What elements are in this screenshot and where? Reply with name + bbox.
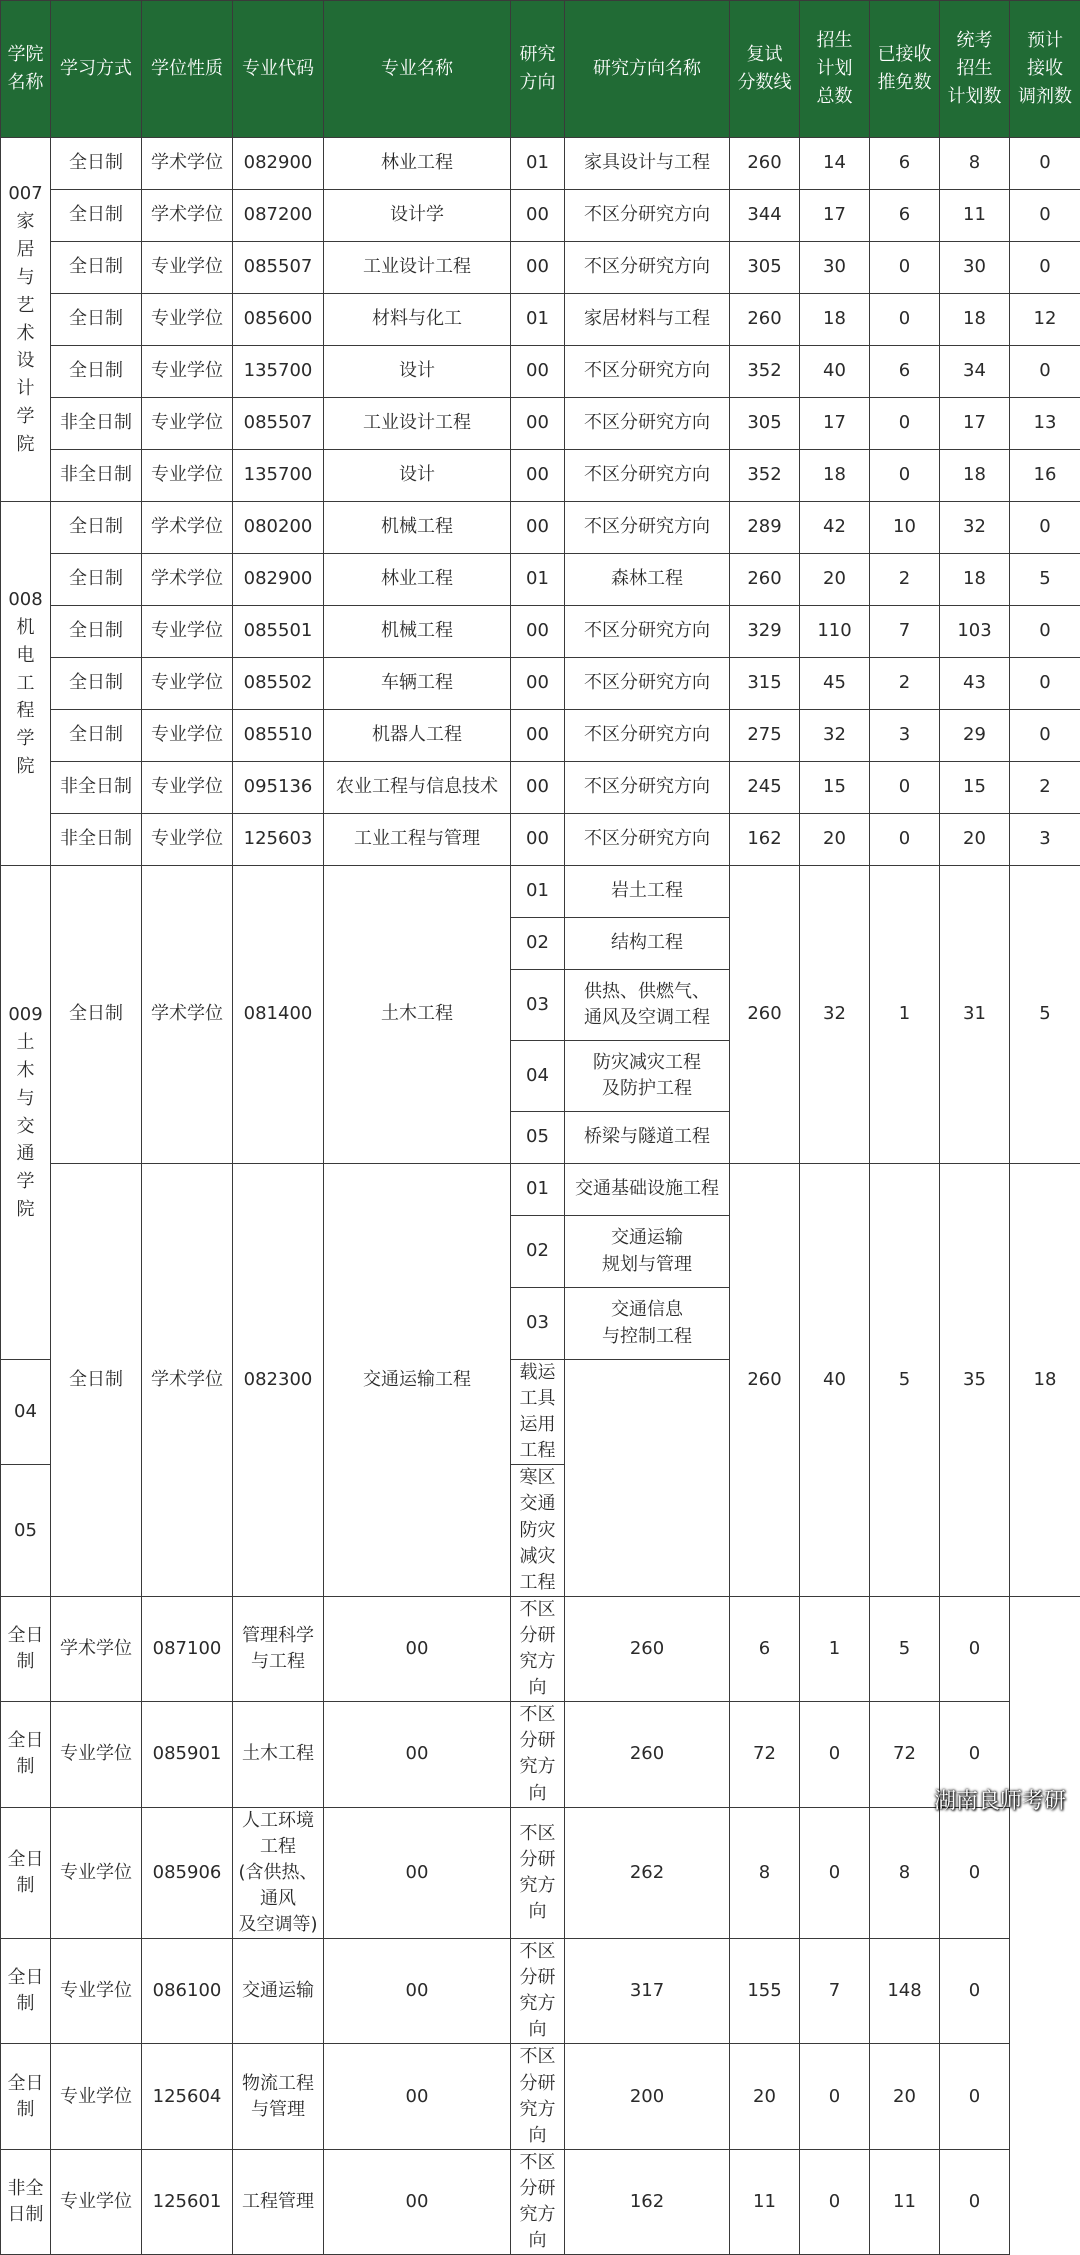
direction-code-cell: 02 — [511, 918, 565, 970]
exempt-count-cell: 0 — [800, 2044, 870, 2149]
header-score: 复试 分数线 — [730, 1, 800, 138]
plan-total-cell: 11 — [730, 2149, 800, 2254]
exempt-count-cell: 1 — [870, 866, 940, 1164]
direction-name-cell: 不区分研究方向 — [565, 710, 730, 762]
study-mode-cell: 全日制 — [51, 502, 142, 554]
direction-code-cell: 00 — [511, 710, 565, 762]
direction-name-cell: 不区分研究方向 — [511, 1807, 565, 1938]
direction-name-cell: 载运工具运用工程 — [511, 1360, 565, 1465]
retest-score-cell: 200 — [565, 2044, 730, 2149]
degree-type-cell: 专业学位 — [142, 606, 233, 658]
adjust-count-cell: 0 — [1010, 710, 1080, 762]
exempt-count-cell: 7 — [870, 606, 940, 658]
direction-name-cell: 防灾减灾工程 及防护工程 — [565, 1041, 730, 1112]
exempt-count-cell: 1 — [800, 1596, 870, 1701]
exempt-count-cell: 0 — [870, 242, 940, 294]
major-name-cell: 物流工程与管理 — [233, 2044, 324, 2149]
table-row — [1, 710, 1080, 762]
header-exam: 统考 招生 计划数 — [940, 1, 1010, 138]
header-direction-code: 研究 方向 — [511, 1, 565, 138]
major-code-cell: 087200 — [233, 190, 324, 242]
header-code: 专业代码 — [233, 1, 324, 138]
major-name-cell: 农业工程与信息技术 — [324, 762, 511, 814]
major-name-cell: 林业工程 — [324, 138, 511, 190]
table-row — [1, 450, 1080, 502]
direction-name-cell: 不区分研究方向 — [511, 1596, 565, 1701]
study-mode-cell: 非全日制 — [51, 450, 142, 502]
exempt-count-cell: 7 — [800, 1939, 870, 2044]
degree-type-cell: 学术学位 — [142, 190, 233, 242]
direction-code-cell: 00 — [511, 814, 565, 866]
major-name-cell: 土木工程 — [324, 866, 511, 1164]
degree-type-cell: 专业学位 — [142, 710, 233, 762]
major-name-cell: 管理科学与工程 — [233, 1596, 324, 1701]
retest-score-cell: 162 — [730, 814, 800, 866]
plan-total-cell: 32 — [800, 866, 870, 1164]
retest-score-cell: 352 — [730, 450, 800, 502]
degree-type-cell: 专业学位 — [51, 1702, 142, 1807]
major-code-cell: 081400 — [233, 866, 324, 1164]
major-name-cell: 设计学 — [324, 190, 511, 242]
direction-name-cell: 不区分研究方向 — [511, 1702, 565, 1807]
plan-total-cell: 18 — [800, 294, 870, 346]
retest-score-cell: 260 — [730, 554, 800, 606]
plan-total-cell: 6 — [730, 1596, 800, 1701]
major-name-cell: 林业工程 — [324, 554, 511, 606]
direction-code-cell: 04 — [1, 1360, 51, 1465]
retest-score-cell: 245 — [730, 762, 800, 814]
major-name-cell: 工程管理 — [233, 2149, 324, 2254]
major-name-cell: 机械工程 — [324, 606, 511, 658]
degree-type-cell: 学术学位 — [142, 502, 233, 554]
direction-code-cell: 00 — [511, 606, 565, 658]
direction-code-cell: 01 — [511, 1164, 565, 1216]
major-code-cell: 082300 — [233, 1164, 324, 1597]
direction-name-cell: 不区分研究方向 — [565, 502, 730, 554]
exam-plan-cell: 8 — [940, 138, 1010, 190]
major-code-cell: 082900 — [233, 138, 324, 190]
degree-type-cell: 专业学位 — [142, 814, 233, 866]
plan-total-cell: 14 — [800, 138, 870, 190]
plan-total-cell: 110 — [800, 606, 870, 658]
exam-plan-cell: 30 — [940, 242, 1010, 294]
direction-code-cell: 03 — [511, 1288, 565, 1360]
plan-total-cell: 30 — [800, 242, 870, 294]
plan-total-cell: 72 — [730, 1702, 800, 1807]
exempt-count-cell: 3 — [870, 710, 940, 762]
major-name-cell: 设计 — [324, 450, 511, 502]
major-name-cell: 机器人工程 — [324, 710, 511, 762]
exempt-count-cell: 0 — [870, 294, 940, 346]
direction-name-cell: 不区分研究方向 — [565, 814, 730, 866]
retest-score-cell: 317 — [565, 1939, 730, 2044]
degree-type-cell: 专业学位 — [51, 1939, 142, 2044]
table-row — [1, 606, 1080, 658]
major-code-cell: 135700 — [233, 346, 324, 398]
direction-name-cell: 结构工程 — [565, 918, 730, 970]
retest-score-cell: 329 — [730, 606, 800, 658]
retest-score-cell: 305 — [730, 242, 800, 294]
direction-name-cell: 家具设计与工程 — [565, 138, 730, 190]
retest-score-cell: 260 — [565, 1596, 730, 1701]
degree-type-cell: 专业学位 — [142, 658, 233, 710]
table-row — [1, 1939, 1080, 2044]
adjust-count-cell: 2 — [1010, 762, 1080, 814]
plan-total-cell: 20 — [730, 2044, 800, 2149]
header-mode: 学习方式 — [51, 1, 142, 138]
study-mode-cell: 全日制 — [51, 294, 142, 346]
plan-total-cell: 20 — [800, 814, 870, 866]
table-row — [1, 138, 1080, 190]
watermark: 湖南良师考研 — [934, 1784, 1066, 1815]
exam-plan-cell: 5 — [870, 1596, 940, 1701]
table-row — [1, 1164, 1080, 1216]
major-code-cell: 080200 — [233, 502, 324, 554]
plan-total-cell: 20 — [800, 554, 870, 606]
table-row — [1, 866, 1080, 918]
adjust-count-cell: 16 — [1010, 450, 1080, 502]
header-row — [1, 1, 1080, 138]
direction-code-cell: 00 — [511, 450, 565, 502]
degree-type-cell: 专业学位 — [142, 294, 233, 346]
major-code-cell: 085901 — [142, 1702, 233, 1807]
retest-score-cell: 289 — [730, 502, 800, 554]
exam-plan-cell: 18 — [940, 450, 1010, 502]
direction-code-cell: 05 — [511, 1112, 565, 1164]
adjust-count-cell: 0 — [1010, 606, 1080, 658]
study-mode-cell: 全日制 — [51, 710, 142, 762]
header-exempt: 已接收 推免数 — [870, 1, 940, 138]
major-code-cell: 087100 — [142, 1596, 233, 1701]
direction-code-cell: 02 — [511, 1216, 565, 1288]
major-code-cell: 085502 — [233, 658, 324, 710]
major-name-cell: 土木工程 — [233, 1702, 324, 1807]
table-row — [1, 242, 1080, 294]
major-code-cell: 086100 — [142, 1939, 233, 2044]
adjust-count-cell: 0 — [940, 1702, 1010, 1807]
exempt-count-cell: 2 — [870, 554, 940, 606]
direction-code-cell: 00 — [511, 762, 565, 814]
college-name-cell: 009 土 木 与 交 通 学 院 — [1, 866, 51, 1360]
exam-plan-cell: 148 — [870, 1939, 940, 2044]
direction-name-cell: 家居材料与工程 — [565, 294, 730, 346]
degree-type-cell: 专业学位 — [142, 242, 233, 294]
exam-plan-cell: 11 — [940, 190, 1010, 242]
direction-name-cell: 桥梁与隧道工程 — [565, 1112, 730, 1164]
adjust-count-cell: 3 — [1010, 814, 1080, 866]
study-mode-cell: 非全日制 — [51, 398, 142, 450]
adjust-count-cell: 12 — [1010, 294, 1080, 346]
direction-code-cell: 00 — [511, 398, 565, 450]
direction-code-cell: 01 — [511, 866, 565, 918]
header-total: 招生 计划 总数 — [800, 1, 870, 138]
table-row — [1, 502, 1080, 554]
study-mode-cell: 全日制 — [51, 554, 142, 606]
exempt-count-cell: 6 — [870, 190, 940, 242]
study-mode-cell: 全日制 — [51, 1164, 142, 1597]
exam-plan-cell: 8 — [870, 1807, 940, 1938]
direction-code-cell: 00 — [511, 502, 565, 554]
degree-type-cell: 专业学位 — [142, 398, 233, 450]
header-direction-name: 研究方向名称 — [565, 1, 730, 138]
direction-name-cell: 森林工程 — [565, 554, 730, 606]
direction-name-cell: 供热、供燃气、 通风及空调工程 — [565, 970, 730, 1041]
exam-plan-cell: 11 — [870, 2149, 940, 2254]
direction-code-cell: 01 — [511, 294, 565, 346]
exam-plan-cell: 20 — [940, 814, 1010, 866]
retest-score-cell: 260 — [730, 1164, 800, 1597]
degree-type-cell: 专业学位 — [51, 2149, 142, 2254]
exam-plan-cell: 34 — [940, 346, 1010, 398]
major-name-cell: 设计 — [324, 346, 511, 398]
study-mode-cell: 全日制 — [1, 1939, 51, 2044]
major-code-cell: 095136 — [233, 762, 324, 814]
study-mode-cell: 全日制 — [1, 1807, 51, 1938]
direction-name-cell: 不区分研究方向 — [565, 450, 730, 502]
direction-code-cell: 03 — [511, 970, 565, 1041]
adjust-count-cell: 5 — [1010, 866, 1080, 1164]
study-mode-cell: 全日制 — [51, 606, 142, 658]
major-code-cell: 085501 — [233, 606, 324, 658]
study-mode-cell: 全日制 — [51, 242, 142, 294]
study-mode-cell: 全日制 — [51, 658, 142, 710]
direction-name-cell: 不区分研究方向 — [565, 190, 730, 242]
degree-type-cell: 学术学位 — [142, 554, 233, 606]
retest-score-cell: 260 — [730, 294, 800, 346]
table-row — [1, 2044, 1080, 2149]
adjust-count-cell: 0 — [1010, 658, 1080, 710]
direction-code-cell: 00 — [324, 1939, 511, 2044]
plan-total-cell: 15 — [800, 762, 870, 814]
adjust-count-cell: 0 — [940, 1807, 1010, 1938]
adjust-count-cell: 5 — [1010, 554, 1080, 606]
degree-type-cell: 学术学位 — [142, 1164, 233, 1597]
exam-plan-cell: 18 — [940, 554, 1010, 606]
direction-code-cell: 01 — [511, 554, 565, 606]
direction-name-cell: 不区分研究方向 — [565, 762, 730, 814]
direction-name-cell: 不区分研究方向 — [511, 1939, 565, 2044]
degree-type-cell: 专业学位 — [51, 1807, 142, 1938]
direction-code-cell: 00 — [324, 1702, 511, 1807]
table-row — [1, 346, 1080, 398]
table-row — [1, 554, 1080, 606]
study-mode-cell: 全日制 — [51, 866, 142, 1164]
major-name-cell: 工业工程与管理 — [324, 814, 511, 866]
table-row — [1, 294, 1080, 346]
major-name-cell: 工业设计工程 — [324, 242, 511, 294]
study-mode-cell: 全日制 — [51, 346, 142, 398]
direction-name-cell: 交通基础设施工程 — [565, 1164, 730, 1216]
table-row — [1, 1596, 1080, 1701]
adjust-count-cell: 0 — [940, 1939, 1010, 2044]
major-code-cell: 082900 — [233, 554, 324, 606]
major-name-cell: 交通运输 — [233, 1939, 324, 2044]
major-name-cell: 人工环境工程 (含供热、通风 及空调等) — [233, 1807, 324, 1938]
major-code-cell: 125603 — [233, 814, 324, 866]
exempt-count-cell: 6 — [870, 138, 940, 190]
retest-score-cell: 315 — [730, 658, 800, 710]
exam-plan-cell: 31 — [940, 866, 1010, 1164]
direction-name-cell: 不区分研究方向 — [565, 606, 730, 658]
exempt-count-cell: 0 — [870, 814, 940, 866]
plan-total-cell: 32 — [800, 710, 870, 762]
study-mode-cell: 全日制 — [51, 138, 142, 190]
direction-code-cell: 00 — [324, 2044, 511, 2149]
direction-name-cell: 不区分研究方向 — [511, 2149, 565, 2254]
header-major: 专业名称 — [324, 1, 511, 138]
study-mode-cell: 非全日制 — [1, 2149, 51, 2254]
exempt-count-cell: 6 — [870, 346, 940, 398]
major-name-cell: 机械工程 — [324, 502, 511, 554]
retest-score-cell: 260 — [565, 1702, 730, 1807]
plan-total-cell: 40 — [800, 346, 870, 398]
retest-score-cell: 275 — [730, 710, 800, 762]
major-code-cell: 085600 — [233, 294, 324, 346]
plan-total-cell: 42 — [800, 502, 870, 554]
plan-total-cell: 18 — [800, 450, 870, 502]
direction-code-cell: 00 — [511, 190, 565, 242]
direction-code-cell: 00 — [511, 242, 565, 294]
header-adjust: 预计 接收 调剂数 — [1010, 1, 1080, 138]
direction-code-cell: 00 — [324, 1807, 511, 1938]
table-row — [1, 190, 1080, 242]
exam-plan-cell: 103 — [940, 606, 1010, 658]
direction-name-cell: 寒区交通 防灾减灾工程 — [511, 1465, 565, 1596]
major-code-cell: 125601 — [142, 2149, 233, 2254]
direction-name-cell: 交通信息 与控制工程 — [565, 1288, 730, 1360]
direction-code-cell: 04 — [511, 1041, 565, 1112]
major-name-cell: 交通运输工程 — [324, 1164, 511, 1597]
major-name-cell: 工业设计工程 — [324, 398, 511, 450]
retest-score-cell: 262 — [565, 1807, 730, 1938]
table-row — [1, 1702, 1080, 1807]
exempt-count-cell: 10 — [870, 502, 940, 554]
major-name-cell: 车辆工程 — [324, 658, 511, 710]
study-mode-cell: 全日制 — [1, 1702, 51, 1807]
table-body — [1, 138, 1080, 2255]
direction-name-cell: 交通运输 规划与管理 — [565, 1216, 730, 1288]
exempt-count-cell: 0 — [800, 1807, 870, 1938]
plan-total-cell: 45 — [800, 658, 870, 710]
study-mode-cell: 全日制 — [1, 2044, 51, 2149]
exam-plan-cell: 35 — [940, 1164, 1010, 1597]
exam-plan-cell: 15 — [940, 762, 1010, 814]
adjust-count-cell: 0 — [940, 2149, 1010, 2254]
adjust-count-cell: 0 — [1010, 242, 1080, 294]
exempt-count-cell: 0 — [870, 398, 940, 450]
direction-code-cell: 00 — [511, 346, 565, 398]
direction-code-cell: 01 — [511, 138, 565, 190]
table-row — [1, 814, 1080, 866]
major-code-cell: 125604 — [142, 2044, 233, 2149]
exam-plan-cell: 32 — [940, 502, 1010, 554]
adjust-count-cell: 0 — [940, 1596, 1010, 1701]
exempt-count-cell: 2 — [870, 658, 940, 710]
table-row — [1, 398, 1080, 450]
direction-name-cell: 不区分研究方向 — [511, 2044, 565, 2149]
adjust-count-cell: 0 — [1010, 190, 1080, 242]
college-name-cell: 008 机 电 工 程 学 院 — [1, 502, 51, 866]
exam-plan-cell: 29 — [940, 710, 1010, 762]
degree-type-cell: 学术学位 — [51, 1596, 142, 1701]
direction-code-cell: 00 — [511, 658, 565, 710]
exempt-count-cell: 0 — [800, 1702, 870, 1807]
direction-name-cell: 不区分研究方向 — [565, 398, 730, 450]
table-row — [1, 762, 1080, 814]
direction-name-cell: 不区分研究方向 — [565, 346, 730, 398]
major-name-cell: 材料与化工 — [324, 294, 511, 346]
major-code-cell: 085507 — [233, 242, 324, 294]
adjust-count-cell: 0 — [940, 2044, 1010, 2149]
header-college: 学院 名称 — [1, 1, 51, 138]
study-mode-cell: 全日制 — [1, 1596, 51, 1701]
degree-type-cell: 学术学位 — [142, 138, 233, 190]
degree-type-cell: 专业学位 — [142, 346, 233, 398]
adjust-count-cell: 18 — [1010, 1164, 1080, 1597]
exam-plan-cell: 18 — [940, 294, 1010, 346]
college-name-cell: 007 家 居 与 艺 术 设 计 学 院 — [1, 138, 51, 502]
table-row — [1, 1807, 1080, 1938]
degree-type-cell: 专业学位 — [142, 450, 233, 502]
study-mode-cell: 非全日制 — [51, 762, 142, 814]
header-degree: 学位性质 — [142, 1, 233, 138]
study-mode-cell: 非全日制 — [51, 814, 142, 866]
exempt-count-cell: 0 — [800, 2149, 870, 2254]
direction-name-cell: 岩土工程 — [565, 866, 730, 918]
retest-score-cell: 260 — [730, 866, 800, 1164]
plan-total-cell: 17 — [800, 190, 870, 242]
plan-total-cell: 155 — [730, 1939, 800, 2044]
direction-name-cell: 不区分研究方向 — [565, 658, 730, 710]
direction-code-cell: 05 — [1, 1465, 51, 1596]
table-row — [1, 658, 1080, 710]
direction-code-cell: 00 — [324, 2149, 511, 2254]
table-row — [1, 2149, 1080, 2254]
plan-total-cell: 8 — [730, 1807, 800, 1938]
direction-code-cell: 00 — [324, 1596, 511, 1701]
adjust-count-cell: 13 — [1010, 398, 1080, 450]
retest-score-cell: 162 — [565, 2149, 730, 2254]
retest-score-cell: 352 — [730, 346, 800, 398]
exempt-count-cell: 0 — [870, 762, 940, 814]
major-code-cell: 085906 — [142, 1807, 233, 1938]
exam-plan-cell: 72 — [870, 1702, 940, 1807]
direction-name-cell: 不区分研究方向 — [565, 242, 730, 294]
exam-plan-cell: 17 — [940, 398, 1010, 450]
exam-plan-cell: 20 — [870, 2044, 940, 2149]
degree-type-cell: 专业学位 — [142, 762, 233, 814]
exam-plan-cell: 43 — [940, 658, 1010, 710]
adjust-count-cell: 0 — [1010, 138, 1080, 190]
major-code-cell: 085507 — [233, 398, 324, 450]
adjust-count-cell: 0 — [1010, 502, 1080, 554]
retest-score-cell: 305 — [730, 398, 800, 450]
study-mode-cell: 全日制 — [51, 190, 142, 242]
major-code-cell: 135700 — [233, 450, 324, 502]
degree-type-cell: 专业学位 — [51, 2044, 142, 2149]
major-code-cell: 085510 — [233, 710, 324, 762]
adjust-count-cell: 0 — [1010, 346, 1080, 398]
plan-total-cell: 17 — [800, 398, 870, 450]
exempt-count-cell: 0 — [870, 450, 940, 502]
plan-total-cell: 40 — [800, 1164, 870, 1597]
degree-type-cell: 学术学位 — [142, 866, 233, 1164]
retest-score-cell: 260 — [730, 138, 800, 190]
exempt-count-cell: 5 — [870, 1164, 940, 1597]
retest-score-cell: 344 — [730, 190, 800, 242]
